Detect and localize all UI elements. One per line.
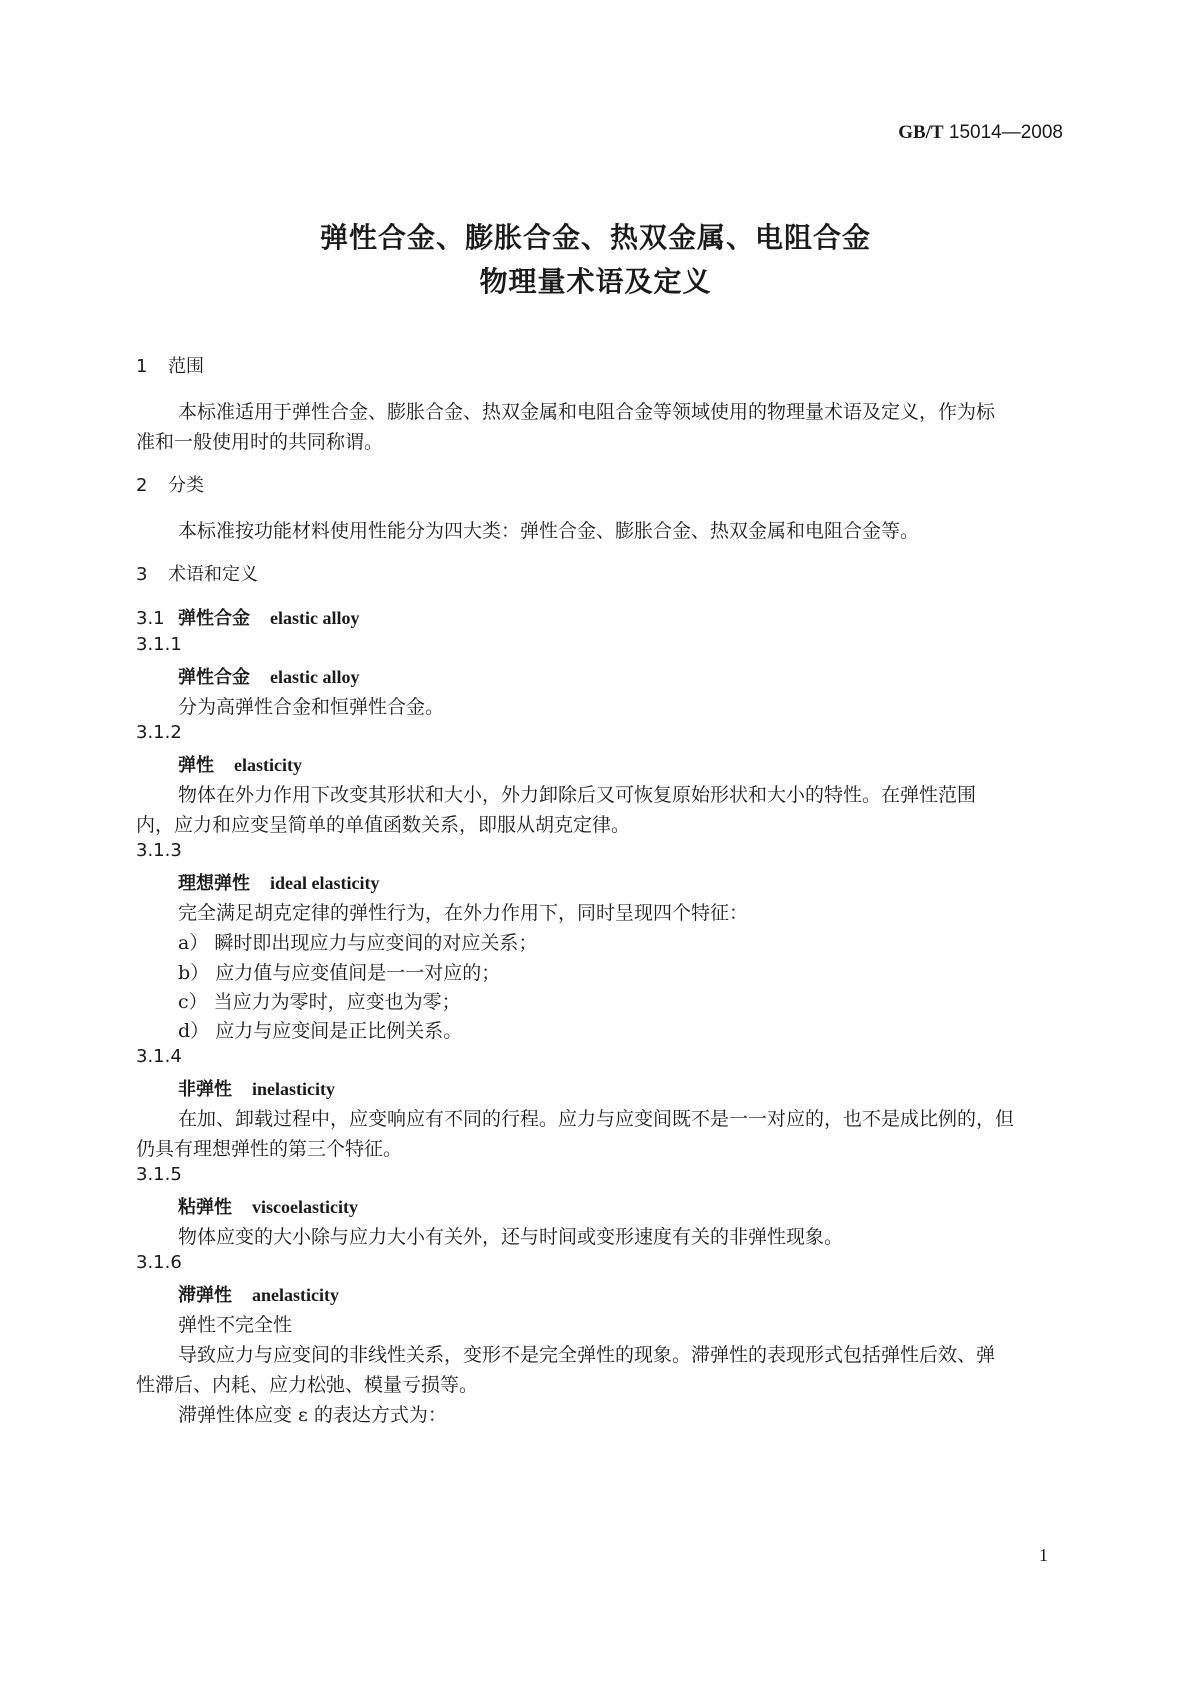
term-3-1-4-en: inelasticity: [252, 1079, 335, 1099]
term-3-1-3-heading: [178, 869, 379, 895]
term-3-1-4-heading: [178, 1075, 335, 1101]
section-3-number: 3: [136, 564, 148, 585]
term-3-1-1-zh: 弹性合金: [178, 667, 250, 688]
term-3-1-1-number: 3.1.1: [136, 634, 182, 655]
term-3-1-5-definition: 物体应变的大小除与应力大小有关外，还与时间或变形速度有关的非弹性现象。: [178, 1226, 844, 1248]
term-3-1-2-definition-line2: 内，应力和应变呈简单的单值函数关系，即服从胡克定律。: [136, 814, 631, 836]
term-3-1-2-heading: [178, 751, 302, 777]
section-1-number: 1: [136, 356, 148, 377]
page-number: 1: [1039, 1545, 1048, 1565]
term-3-1-6-heading: [178, 1281, 339, 1307]
term-3-1-1-heading: [178, 663, 359, 689]
section-1-title: 范围: [168, 356, 204, 377]
term-3-1-4-definition-line2: 仍具有理想弹性的第三个特征。: [136, 1138, 403, 1160]
term-3-1-5-zh: 粘弹性: [178, 1197, 232, 1218]
term-3-1-6-number: 3.1.6: [136, 1252, 182, 1273]
term-3-1-4-definition-line1: 在加、卸载过程中，应变响应有不同的行程。应力与应变间既不是一一对应的，也不是成比例的，但: [178, 1108, 1015, 1130]
term-3-1-1-definition: 分为高弹性合金和恒弹性合金。: [178, 696, 445, 718]
term-3-1-6-synonym: 弹性不完全性: [178, 1314, 293, 1336]
document-title-line2: 物理量术语及定义: [479, 265, 712, 298]
section-3-heading: [136, 560, 258, 586]
term-3-1-6-expression-intro: 滞弹性体应变 ε 的表达方式为：: [178, 1404, 447, 1426]
term-3-1-2-number: 3.1.2: [136, 722, 182, 743]
section-2-heading: [136, 471, 204, 497]
term-3-1-3-definition: 完全满足胡克定律的弹性行为，在外力作用下，同时呈现四个特征：: [178, 902, 749, 924]
term-3-1-3-item-d: d） 应力与应变间是正比例关系。: [178, 1020, 463, 1042]
term-3-1-1-en: elastic alloy: [270, 667, 360, 687]
standard-number: [898, 122, 1063, 144]
term-3-1-6-zh: 滞弹性: [178, 1285, 232, 1306]
term-3-1-5-heading: [178, 1193, 358, 1219]
section-2-number: 2: [136, 475, 148, 496]
term-3-1-4-number: 3.1.4: [136, 1046, 182, 1067]
term-3-1-3-item-c: c） 当应力为零时，应变也为零；: [178, 991, 461, 1013]
term-3-1-5-en: viscoelasticity: [252, 1197, 358, 1217]
term-3-1-2-definition-line1: 物体在外力作用下改变其形状和大小，外力卸除后又可恢复原始形状和大小的特性。在弹性范围: [178, 784, 977, 806]
term-3-1-3-en: ideal elasticity: [270, 873, 380, 893]
subsection-3-1-title-en: elastic alloy: [270, 608, 360, 628]
term-3-1-2-en: elasticity: [234, 755, 302, 775]
section-3-title: 术语和定义: [168, 564, 258, 585]
subsection-3-1-number: 3.1: [136, 608, 165, 629]
term-3-1-3-zh: 理想弹性: [178, 873, 250, 894]
section-2-title: 分类: [168, 475, 204, 496]
standard-code: 15014—2008: [948, 122, 1063, 143]
term-3-1-5-number: 3.1.5: [136, 1164, 182, 1185]
term-3-1-4-zh: 非弹性: [178, 1079, 232, 1100]
term-3-1-3-item-a: a） 瞬时即出现应力与应变间的对应关系；: [178, 932, 538, 954]
standard-prefix: GB/T: [898, 122, 944, 143]
section-2-paragraph: 本标准按功能材料使用性能分为四大类：弹性合金、膨胀合金、热双金属和电阻合金等。: [178, 520, 920, 542]
term-3-1-6-definition-line2: 性滞后、内耗、应力松弛、模量亏损等。: [136, 1374, 479, 1396]
subsection-3-1-heading: [136, 604, 359, 630]
section-1-paragraph-line2: 准和一般使用时的共同称谓。: [136, 431, 384, 453]
document-title-line1: 弹性合金、膨胀合金、热双金属、电阻合金: [319, 221, 871, 254]
term-3-1-6-definition-line1: 导致应力与应变间的非线性关系，变形不是完全弹性的现象。滞弹性的表现形式包括弹性后效、弹: [178, 1344, 996, 1366]
subsection-3-1-title-zh: 弹性合金: [178, 608, 250, 629]
term-3-1-2-zh: 弹性: [178, 755, 214, 776]
section-1-heading: [136, 352, 204, 378]
term-3-1-3-item-b: b） 应力值与应变值间是一一对应的；: [178, 962, 501, 984]
section-1-paragraph-line1: 本标准适用于弹性合金、膨胀合金、热双金属和电阻合金等领域使用的物理量术语及定义，作为标: [178, 401, 996, 423]
term-3-1-3-number: 3.1.3: [136, 840, 182, 861]
term-3-1-6-en: anelasticity: [252, 1285, 339, 1305]
